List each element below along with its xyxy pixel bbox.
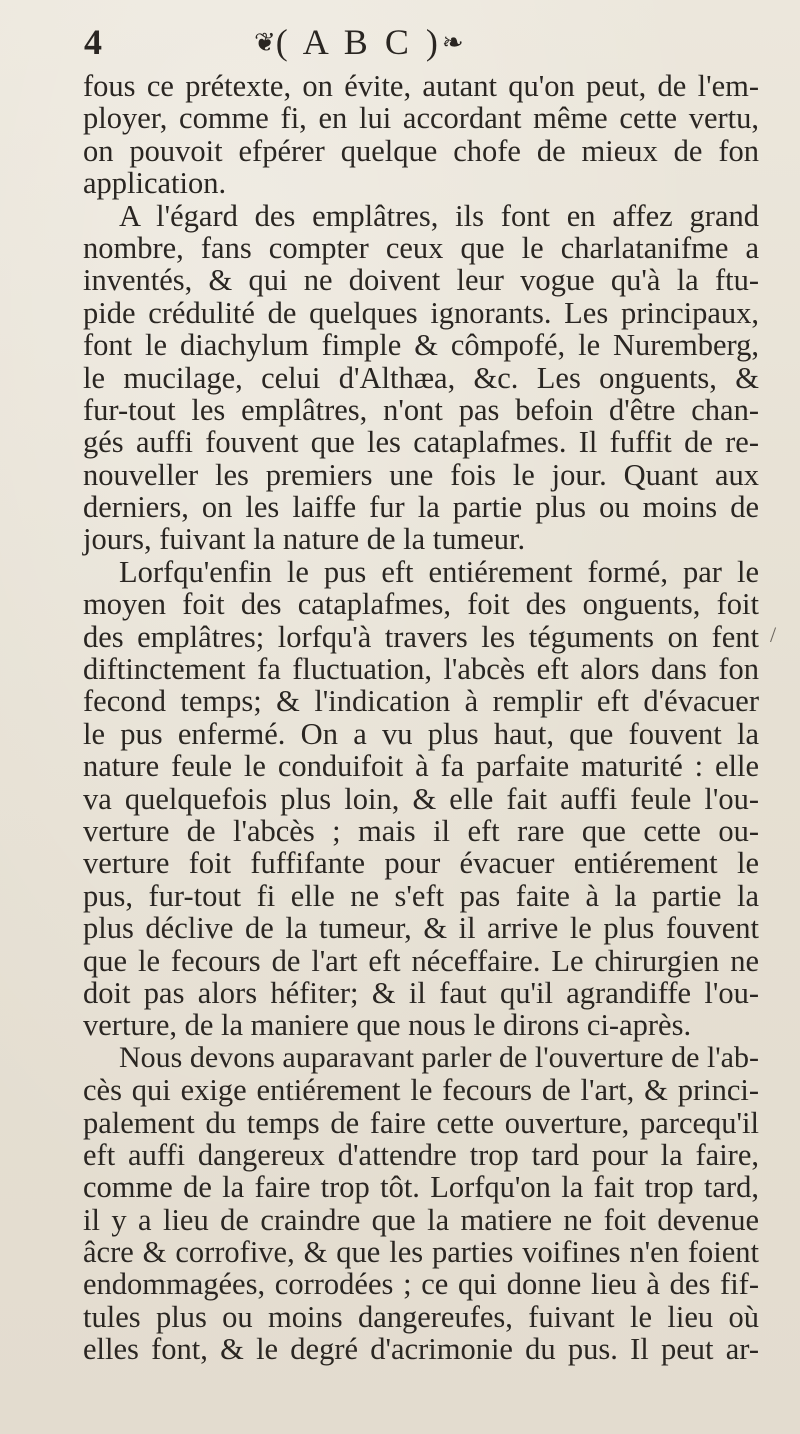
text-line: va quelquefois plus loin, & elle fait auffi feule l'ou-: [83, 781, 759, 816]
text-line: nature feule le conduifoit à fa parfaite maturité : elle: [83, 749, 759, 784]
ornament-left-icon: ❦: [254, 28, 276, 57]
text-line: cès qui exige entiérement le fecours de l'art, & princi-: [83, 1073, 759, 1108]
text-line: que le fecours de l'art eft néceffaire. Le chirurgien ne: [83, 943, 759, 978]
running-head: [254, 16, 464, 69]
text-line: diftinctement fa fluctuation, l'abcès eft alors dans fon: [83, 652, 759, 687]
text-line: derniers, on les laiffe fur la partie plus ou moins de: [83, 490, 759, 525]
text-line: doit pas alors héfiter; & il faut qu'il agrandiffe l'ou-: [83, 975, 759, 1010]
text-line: pus, fur-tout fi elle ne s'eft pas faite à la partie la: [83, 878, 759, 913]
page-number: 4: [84, 22, 102, 62]
text-line: Nous devons auparavant parler de l'ouverture de l'ab-: [119, 1040, 759, 1074]
text-line: Lorfqu'enfin le pus eft entiérement formé, par le: [119, 554, 759, 589]
text-line: endommagées, corrodées ; ce qui donne lieu à des fif-: [83, 1267, 759, 1302]
running-head-text: ( A B C ): [275, 22, 442, 62]
text-line: fous ce prétexte, on évite, autant qu'on peut, de l'em-: [83, 69, 759, 103]
body-text: [83, 70, 759, 1366]
text-line: comme de la faire trop tôt. Lorfqu'on la fait trop tard,: [83, 1170, 759, 1205]
text-line: font le diachylum fimple & cômpofé, le Nuremberg,: [83, 328, 759, 363]
text-line: application.: [83, 166, 227, 201]
text-line: pide crédulité de quelques ignorants. Les principaux,: [83, 295, 759, 330]
margin-mark: /: [770, 622, 777, 647]
text-line: A l'égard des emplâtres, ils font en affez grand: [119, 198, 759, 233]
text-line: fur-tout les emplâtres, n'ont pas befoin d'être chan-: [83, 392, 759, 427]
text-line: il y a lieu de craindre que la matiere ne foit devenue: [83, 1202, 759, 1237]
text-line: tules plus ou moins dangereufes, fuivant le lieu où: [83, 1299, 759, 1334]
text-line: ployer, comme fi, en lui accordant même cette vertu,: [83, 101, 759, 136]
text-line: verture de l'abcès ; mais il eft rare que cette ou-: [83, 813, 759, 848]
text-line: plus déclive de la tumeur, & il arrive le plus fouvent: [83, 911, 759, 946]
text-line: palement du temps de faire cette ouverture, parcequ'il: [83, 1105, 759, 1140]
text-line: jours, fuivant la nature de la tumeur.: [83, 522, 526, 557]
page-header: [84, 16, 764, 68]
text-line: eft auffi dangereux d'attendre trop tard pour la faire,: [83, 1137, 759, 1172]
text-line: elles font, & le degré d'acrimonie du pus. Il peut ar-: [83, 1332, 759, 1367]
text-line: inventés, & qui ne doivent leur vogue qu'à la ftu-: [83, 263, 759, 298]
text-line: des emplâtres; lorfqu'à travers les téguments on fent: [83, 619, 759, 654]
text-line: on pouvoit efpérer quelque chofe de mieux de fon: [83, 133, 759, 168]
ornament-right-icon: ❧: [441, 28, 464, 57]
text-line: nombre, fans compter ceux que le charlatanifme a: [83, 230, 759, 265]
text-line: gés auffi fouvent que les cataplafmes. Il fuffit de re-: [83, 425, 759, 460]
text-line: le pus enfermé. On a vu plus haut, que fouvent la: [83, 716, 759, 751]
text-line: moyen foit des cataplafmes, foit des onguents, foit: [83, 587, 759, 622]
text-line: nouveller les premiers une fois le jour. Quant aux: [83, 457, 759, 492]
text-line: verture, de la maniere que nous le dirons ci-après.: [83, 1008, 692, 1043]
text-line: le mucilage, celui d'Althæa, &c. Les onguents, &: [83, 360, 759, 395]
text-line: verture foit fuffifante pour évacuer entiérement le: [83, 846, 759, 881]
text-line: âcre & corrofive, & que les parties voifines n'en foient: [83, 1235, 759, 1270]
text-line: fecond temps; & l'indication à remplir eft d'évacuer: [83, 684, 759, 719]
